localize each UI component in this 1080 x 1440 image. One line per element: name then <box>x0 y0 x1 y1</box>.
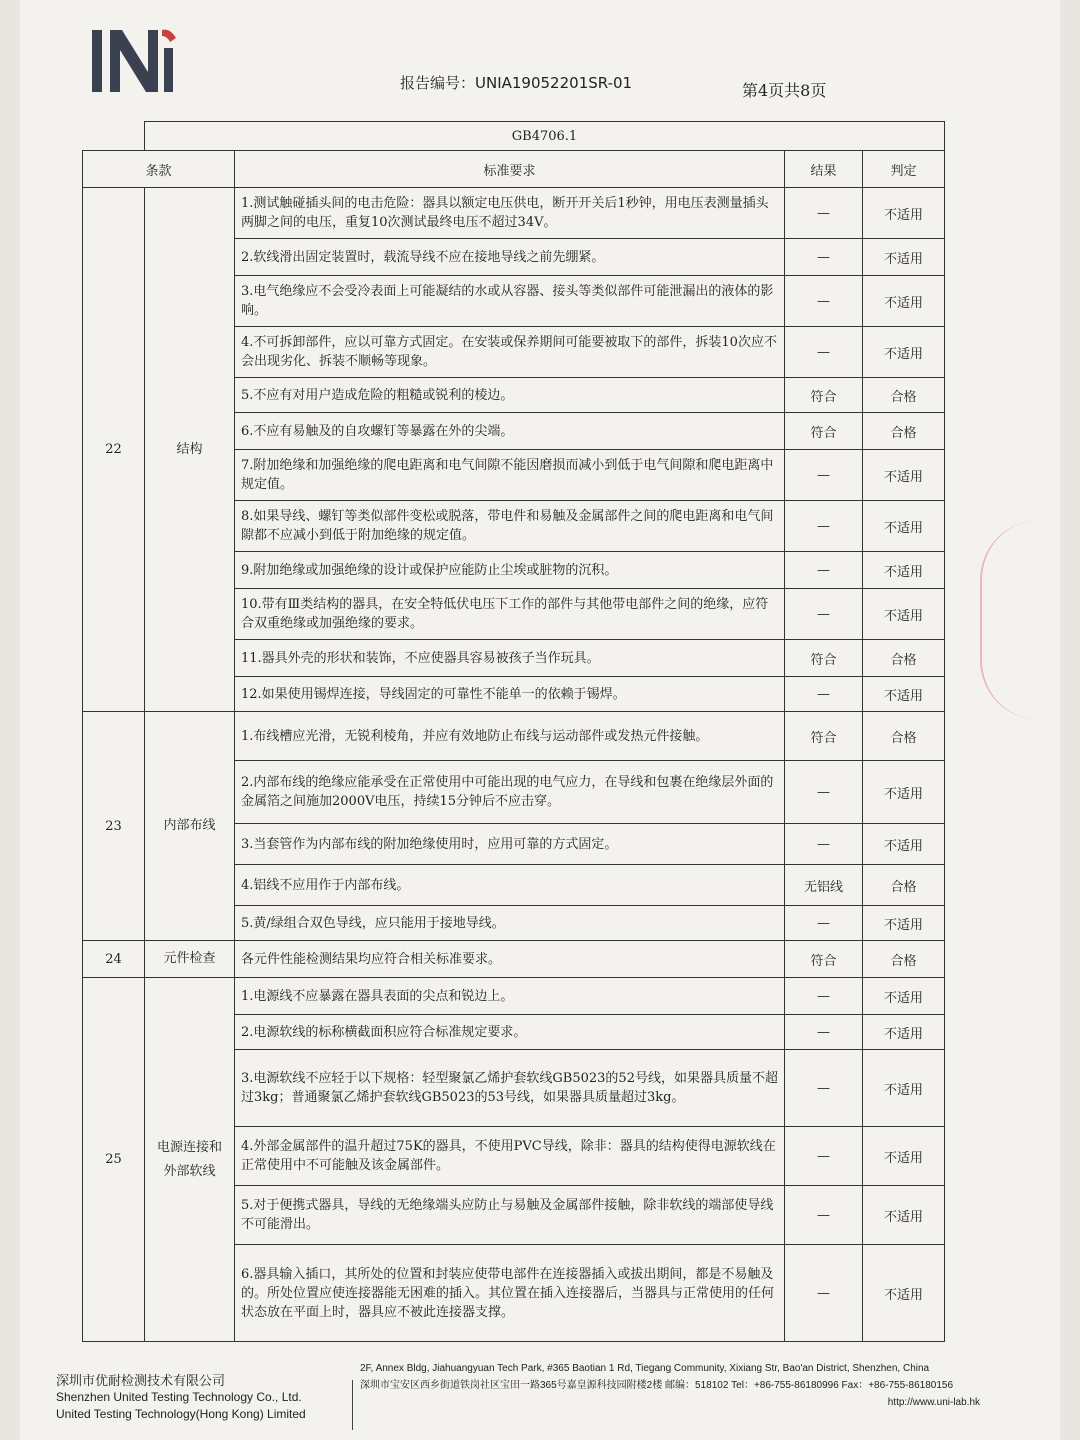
clause-header: 条款 <box>83 151 235 188</box>
verdict-cell: 合格 <box>863 413 945 450</box>
requirement-header: 标准要求 <box>235 151 785 188</box>
clause-name: 元件检查 <box>145 941 235 978</box>
verdict-cell: 不适用 <box>863 552 945 589</box>
clause-name: 结构 <box>145 188 235 712</box>
requirement-text: 9.附加绝缘或加强绝缘的设计或保护应能防止尘埃或脏物的沉积。 <box>235 552 785 589</box>
verdict-cell: 不适用 <box>863 1245 945 1342</box>
result-cell: — <box>785 1050 863 1127</box>
company-info <box>56 1372 306 1423</box>
result-cell: — <box>785 824 863 865</box>
requirement-text: 5.黄/绿组合双色导线，应只能用于接地导线。 <box>235 906 785 941</box>
verdict-cell: 合格 <box>863 640 945 677</box>
verdict-cell: 不适用 <box>863 239 945 276</box>
verdict-cell: 合格 <box>863 941 945 978</box>
requirement-text: 8.如果导线、螺钉等类似部件变松或脱落，带电件和易触及金属部件之间的爬电距离和电气间隙都不应减小到低于附加绝缘的规定值。 <box>235 501 785 552</box>
table-row <box>83 941 945 978</box>
requirement-text: 3.电源软线不应轻于以下规格：轻型聚氯乙烯护套软线GB5023的52号线，如果器具质量不超过3kg；普通聚氯乙烯护套软线GB5023的53号线，如果器具质量超过3kg。 <box>235 1050 785 1127</box>
result-header: 结果 <box>785 151 863 188</box>
verdict-cell: 不适用 <box>863 761 945 824</box>
verdict-cell: 不适用 <box>863 1127 945 1186</box>
result-cell: — <box>785 327 863 378</box>
result-cell: 无铝线 <box>785 865 863 906</box>
result-cell: — <box>785 978 863 1015</box>
requirement-text: 6.不应有易触及的自攻螺钉等暴露在外的尖端。 <box>235 413 785 450</box>
result-cell: — <box>785 552 863 589</box>
verdict-cell: 不适用 <box>863 589 945 640</box>
requirement-text: 7.附加绝缘和加强绝缘的爬电距离和电气间隙不能因磨损而减小到低于电气间隙和爬电距离中规定值。 <box>235 450 785 501</box>
clause-number: 22 <box>83 188 145 712</box>
requirement-text: 4.不可拆卸部件，应以可靠方式固定。在安装或保养期间可能要被取下的部件，拆装10次应不会出现劣化、拆装不顺畅等现象。 <box>235 327 785 378</box>
address-info <box>360 1360 1060 1411</box>
website-link[interactable]: http://www.uni-lab.hk <box>887 1397 980 1408</box>
requirement-text: 5.对于便携式器具，导线的无绝缘端头应防止与易触及金属部件接触，除非软线的端部使导线不可能滑出。 <box>235 1186 785 1245</box>
verdict-cell: 不适用 <box>863 501 945 552</box>
table-row <box>83 978 945 1015</box>
clause-name: 电源连接和外部软线 <box>145 978 235 1342</box>
address-cn: 深圳市宝安区西乡街道铁岗社区宝田一路365号嘉皇源科技园附楼2楼 邮编：518102 Tel：+86-755-86180996 Fax：+86-755-86180156 <box>360 1380 954 1391</box>
table-row <box>83 712 945 761</box>
verdict-cell: 不适用 <box>863 677 945 712</box>
requirement-text: 2.软线滑出固定装置时，载流导线不应在接地导线之前先绷紧。 <box>235 239 785 276</box>
footer-divider <box>352 1380 353 1430</box>
verdict-cell: 不适用 <box>863 824 945 865</box>
result-cell: — <box>785 188 863 239</box>
result-cell: — <box>785 1015 863 1050</box>
verdict-cell: 不适用 <box>863 1050 945 1127</box>
result-cell: — <box>785 761 863 824</box>
result-cell: — <box>785 450 863 501</box>
page-number: 第4页共8页 <box>742 81 827 100</box>
verdict-cell: 不适用 <box>863 450 945 501</box>
requirement-text: 10.带有Ⅲ类结构的器具，在安全特低伏电压下工作的部件与其他带电部件之间的绝缘，应符合双重绝缘或加强绝缘的要求。 <box>235 589 785 640</box>
verdict-cell: 不适用 <box>863 327 945 378</box>
requirement-text: 1.测试触碰插头间的电击危险：器具以额定电压供电，断开开关后1秒钟，用电压表测量插头两脚之间的电压，重复10次测试最终电压不超过34V。 <box>235 188 785 239</box>
verdict-cell: 合格 <box>863 865 945 906</box>
requirement-text: 1.布线槽应光滑，无锐利棱角，并应有效地防止布线与运动部件或发热元件接触。 <box>235 712 785 761</box>
header-row <box>83 151 945 188</box>
standard-row <box>83 122 945 151</box>
result-cell: 符合 <box>785 640 863 677</box>
clause-number: 25 <box>83 978 145 1342</box>
requirement-text: 5.不应有对用户造成危险的粗糙或锐利的棱边。 <box>235 378 785 413</box>
verdict-cell: 不适用 <box>863 188 945 239</box>
report-number: 报告编号：UNIA19052201SR-01 <box>400 74 633 92</box>
verdict-cell: 合格 <box>863 378 945 413</box>
result-cell: 符合 <box>785 941 863 978</box>
requirement-text: 各元件性能检测结果均应符合相关标准要求。 <box>235 941 785 978</box>
requirement-text: 6.器具输入插口，其所处的位置和封装应使带电部件在连接器插入或拔出期间，都是不易触及的。所处位置应使连接器能无困难的插入。其位置在插入连接器后，当器具与正常使用的任何状态放在平面上时，器具应不被此连接器支撑。 <box>235 1245 785 1342</box>
result-cell: — <box>785 1127 863 1186</box>
verdict-cell: 不适用 <box>863 276 945 327</box>
standard-name: GB4706.1 <box>145 122 945 151</box>
result-cell: 符合 <box>785 378 863 413</box>
requirement-text: 3.当套管作为内部布线的附加绝缘使用时，应用可靠的方式固定。 <box>235 824 785 865</box>
requirement-text: 4.外部金属部件的温升超过75K的器具，不使用PVC导线，除非：器具的结构使得电源软线在正常使用中不可能触及该金属部件。 <box>235 1127 785 1186</box>
result-cell: — <box>785 1186 863 1245</box>
seal-stamp-mark <box>980 520 1052 720</box>
clause-name: 内部布线 <box>145 712 235 941</box>
result-cell: 符合 <box>785 712 863 761</box>
requirement-text: 2.内部布线的绝缘应能承受在正常使用中可能出现的电气应力，在导线和包裹在绝缘层外面的金属箔之间施加2000V电压，持续15分钟后不应击穿。 <box>235 761 785 824</box>
company-cn: 深圳市优耐检测技术有限公司 <box>56 1373 226 1388</box>
requirement-text: 1.电源线不应暴露在器具表面的尖点和锐边上。 <box>235 978 785 1015</box>
verdict-cell: 不适用 <box>863 1015 945 1050</box>
clause-number: 24 <box>83 941 145 978</box>
company-en2: United Testing Technology(Hong Kong) Limited <box>56 1407 306 1421</box>
result-cell: — <box>785 276 863 327</box>
result-cell: — <box>785 906 863 941</box>
inspection-table <box>82 121 945 1342</box>
requirement-text: 12.如果使用锡焊连接，导线固定的可靠性不能单一的依赖于锡焊。 <box>235 677 785 712</box>
footer <box>56 1363 1066 1432</box>
clause-number: 23 <box>83 712 145 941</box>
result-cell: — <box>785 239 863 276</box>
requirement-text: 2.电源软线的标称横截面积应符合标准规定要求。 <box>235 1015 785 1050</box>
table-row <box>83 188 945 239</box>
uni-logo-icon <box>90 20 180 100</box>
result-cell: — <box>785 501 863 552</box>
requirement-text: 3.电气绝缘应不会受冷表面上可能凝结的水或从容器、接头等类似部件可能泄漏出的液体的影响。 <box>235 276 785 327</box>
result-cell: 符合 <box>785 413 863 450</box>
result-cell: — <box>785 589 863 640</box>
company-en1: Shenzhen United Testing Technology Co., Ltd. <box>56 1390 302 1404</box>
verdict-cell: 不适用 <box>863 906 945 941</box>
result-cell: — <box>785 1245 863 1342</box>
requirement-text: 11.器具外壳的形状和装饰，不应使器具容易被孩子当作玩具。 <box>235 640 785 677</box>
address-en: 2F, Annex Bldg, Jiahuangyuan Tech Park, #365 Baotian 1 Rd, Tiegang Community, Xixiang Str, Bao'an District, Shenzhen, China <box>360 1363 930 1374</box>
requirement-text: 4.铝线不应用作于内部布线。 <box>235 865 785 906</box>
verdict-header: 判定 <box>863 151 945 188</box>
report-page <box>20 0 1060 1440</box>
verdict-cell: 不适用 <box>863 1186 945 1245</box>
verdict-cell: 合格 <box>863 712 945 761</box>
verdict-cell: 不适用 <box>863 978 945 1015</box>
result-cell: — <box>785 677 863 712</box>
